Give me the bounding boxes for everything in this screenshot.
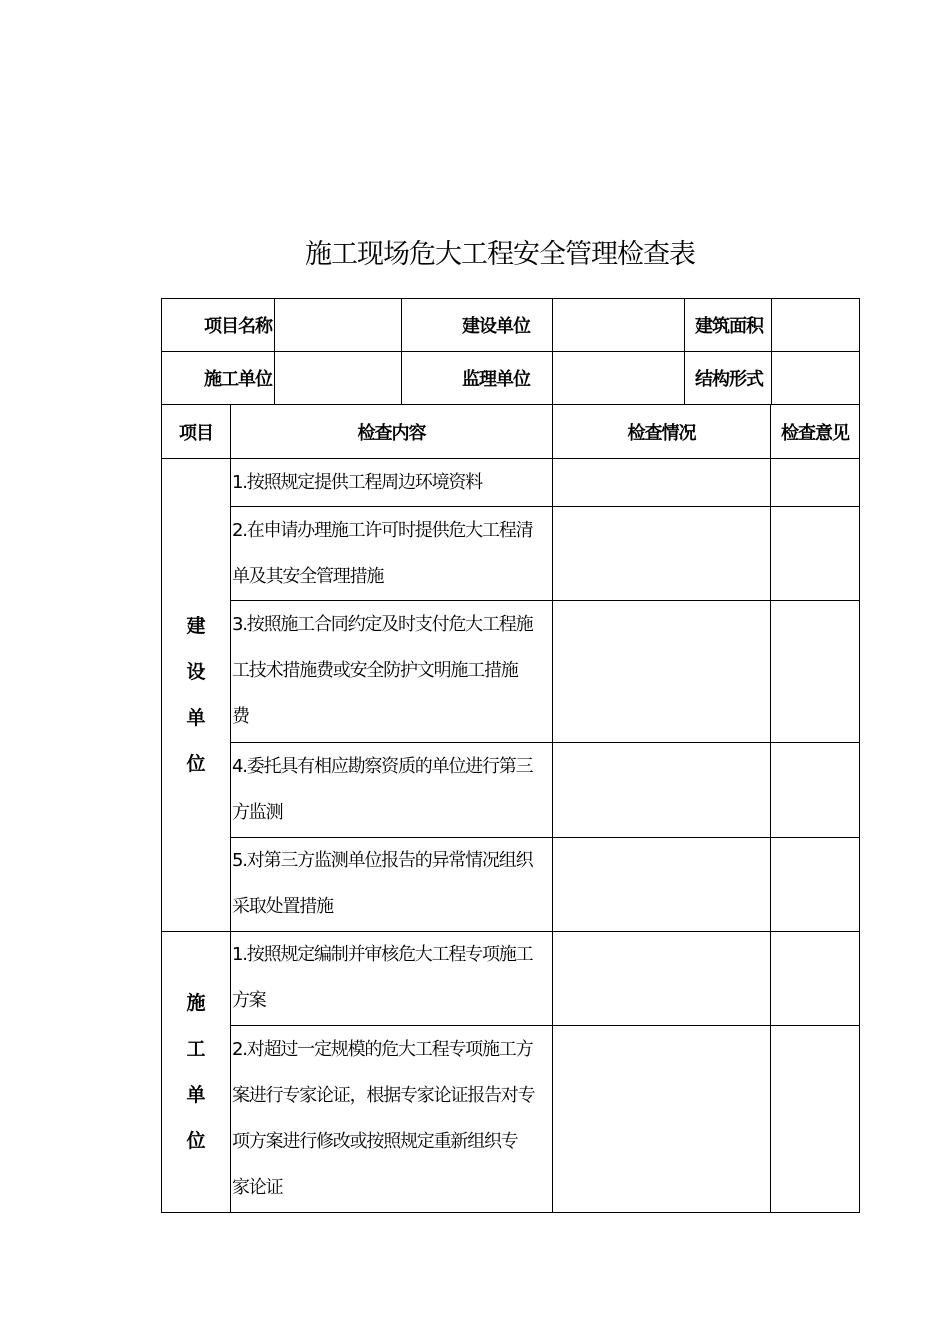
check-item — [232, 1027, 552, 1211]
check-item-line: 费 — [232, 706, 249, 727]
check-item-line: 2.对超过一定规模的危大工程专项施工方 — [232, 1039, 533, 1060]
section-label-char: 施 — [186, 992, 206, 1014]
header-item: 项目 — [179, 422, 213, 444]
section-label-char: 单 — [186, 1084, 206, 1106]
constructor-value[interactable] — [275, 352, 401, 404]
structure-label: 结构形式 — [695, 369, 763, 390]
opinion-cell[interactable] — [771, 932, 859, 1025]
check-item-line: 3.按照施工合同约定及时支付危大工程施 — [232, 614, 533, 635]
document-title: 施工现场危大工程安全管理检查表 — [305, 239, 695, 270]
check-item-line: 方监测 — [232, 802, 283, 823]
builder-value[interactable] — [553, 299, 684, 351]
opinion-cell[interactable] — [771, 743, 859, 837]
structure-value[interactable] — [772, 352, 859, 404]
opinion-cell[interactable] — [771, 459, 859, 506]
section-label-char: 设 — [186, 661, 206, 683]
status-cell[interactable] — [553, 459, 770, 506]
check-item-line: 采取处置措施 — [232, 896, 333, 917]
constructor-label: 施工单位 — [204, 369, 272, 390]
section-label-constructor — [162, 932, 230, 1212]
supervisor-value[interactable] — [553, 352, 684, 404]
check-item — [232, 744, 552, 836]
check-item — [232, 460, 552, 506]
check-item — [232, 602, 552, 740]
check-item-line: 单及其安全管理措施 — [232, 566, 384, 587]
opinion-cell[interactable] — [771, 1026, 859, 1212]
check-item — [232, 838, 552, 930]
check-item-line: 1.按照规定编制并审核危大工程专项施工 — [232, 944, 533, 965]
opinion-cell[interactable] — [771, 838, 859, 931]
section-label-char: 单 — [186, 707, 206, 729]
status-cell[interactable] — [553, 838, 770, 931]
table-border-bottom — [161, 1212, 860, 1213]
section-label-char: 建 — [186, 615, 206, 637]
check-item-line: 家论证 — [232, 1177, 283, 1198]
check-item-line: 案进行专家论证，根据专家论证报告对专 — [232, 1085, 535, 1106]
header-opinion: 检查意见 — [781, 422, 849, 444]
status-cell[interactable] — [553, 507, 770, 600]
check-item-line: 5.对第三方监测单位报告的异常情况组织 — [232, 850, 533, 871]
check-item-line: 项方案进行修改或按照规定重新组织专 — [232, 1131, 518, 1152]
status-cell[interactable] — [553, 743, 770, 837]
status-cell[interactable] — [553, 932, 770, 1025]
builder-label: 建设单位 — [462, 316, 530, 337]
status-cell[interactable] — [553, 1026, 770, 1212]
check-item-line: 1.按照规定提供工程周边环境资料 — [232, 472, 482, 493]
header-status: 检查情况 — [627, 422, 696, 444]
opinion-cell[interactable] — [771, 601, 859, 742]
section-label-char: 工 — [186, 1038, 206, 1060]
project-name-value[interactable] — [275, 299, 401, 351]
col-divider — [230, 404, 231, 1212]
project-name-label: 项目名称 — [204, 316, 272, 337]
check-item-line: 工技术措施费或安全防护文明施工措施 — [232, 660, 518, 681]
area-label: 建筑面积 — [695, 316, 763, 337]
section-label-char: 位 — [186, 1130, 206, 1152]
check-item-line: 2.在申请办理施工许可时提供危大工程清 — [232, 520, 533, 541]
check-item — [232, 932, 552, 1024]
area-value[interactable] — [772, 299, 859, 351]
check-item-line: 方案 — [232, 990, 266, 1011]
opinion-cell[interactable] — [771, 507, 859, 600]
table-border-right — [859, 298, 860, 1213]
status-cell[interactable] — [553, 601, 770, 742]
section-label-builder — [162, 459, 230, 931]
check-item — [232, 508, 552, 600]
header-content: 检查内容 — [357, 422, 426, 444]
supervisor-label: 监理单位 — [462, 369, 530, 390]
section-label-char: 位 — [186, 753, 206, 775]
check-item-line: 4.委托具有相应勘察资质的单位进行第三 — [232, 756, 533, 777]
